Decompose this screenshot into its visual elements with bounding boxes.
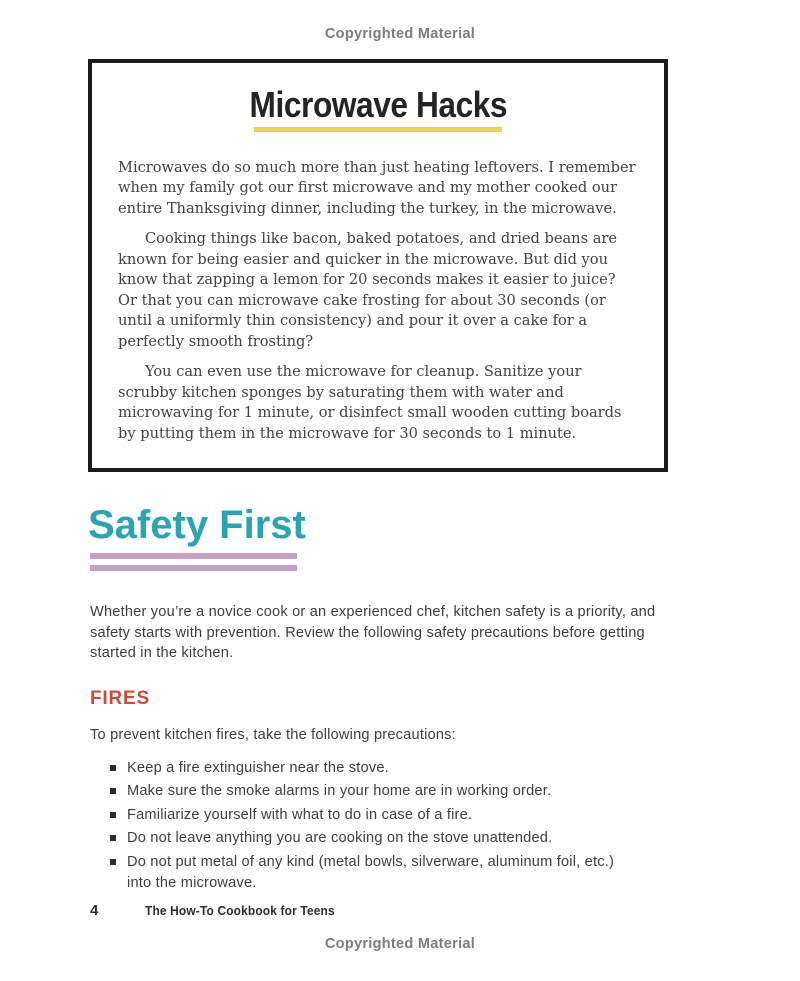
- fires-precautions-list: [110, 758, 630, 894]
- chapter-heading-safety-first: Safety First: [88, 503, 306, 548]
- box-paragraph-3: You can even use the microwave for cleanup. Sanitize your scrubby kitchen sponges by saturating them with water and microwaving for 1 minute, or disinfect small wooden cutting boards by putting them in the microwave for 30 seconds to 1 minute.: [118, 363, 622, 442]
- list-item-text: Do not leave anything you are cooking on the stove unattended.: [127, 830, 553, 847]
- safety-intro-paragraph: Whether you’re a novice cook or an experienced chef, kitchen safety is a priority, and safety starts with prevention. Review the following safety precautions before getting started in the kitchen.: [90, 604, 656, 662]
- running-book-title: The How-To Cookbook for Teens: [145, 904, 336, 918]
- yellow-underline-bar: [254, 127, 502, 132]
- subheading-fires: FIRES: [90, 687, 150, 709]
- list-item-text: Make sure the smoke alarms in your home are in working order.: [127, 783, 552, 800]
- list-item-text: Do not put metal of any kind (metal bowls, silverware, aluminum foil, etc.) into the microwave.: [127, 853, 615, 891]
- list-item: [110, 828, 630, 849]
- square-bullet-icon: [110, 835, 116, 841]
- square-bullet-icon: [110, 765, 116, 771]
- list-item: [110, 852, 630, 894]
- pink-rule-bar-2: [90, 565, 297, 571]
- box-paragraph-1: Microwaves do so much more than just heating leftovers. I remember when my family got our first microwave and my mother cooked our entire Thanksgiving dinner, including the turkey, in the microwave.: [118, 158, 636, 217]
- fires-lead-sentence: To prevent kitchen fires, take the following precautions:: [90, 726, 456, 743]
- copyright-notice-top: Copyrighted Material: [324, 26, 476, 42]
- list-item-text: Keep a fire extinguisher near the stove.: [127, 759, 389, 776]
- box-title-wrap: [118, 85, 638, 132]
- list-item: [110, 758, 630, 779]
- box-paragraph-2: Cooking things like bacon, baked potatoes, and dried beans are known for being easier and quicker in the microwave. But did you know that zapping a lemon for 20 seconds makes it easier to juice? Or that you can microwave cake frosting for about 30 seconds (or until a uniformly thin consistency) and pour it over a cake for a perfectly smooth frosting?: [118, 230, 618, 350]
- list-item-text: Familiarize yourself with what to do in case of a fire.: [127, 806, 473, 823]
- box-body: [118, 158, 638, 445]
- page-footer: [90, 902, 345, 919]
- page-number: 4: [90, 902, 99, 919]
- copyright-notice-bottom: Copyrighted Material: [324, 936, 476, 952]
- pink-rule-bar-1: [90, 553, 297, 559]
- list-item: [110, 781, 630, 802]
- microwave-hacks-box: [88, 59, 668, 472]
- square-bullet-icon: [110, 788, 116, 794]
- list-item: [110, 805, 630, 826]
- box-title: Microwave Hacks: [249, 84, 507, 125]
- square-bullet-icon: [110, 812, 116, 818]
- square-bullet-icon: [110, 859, 116, 865]
